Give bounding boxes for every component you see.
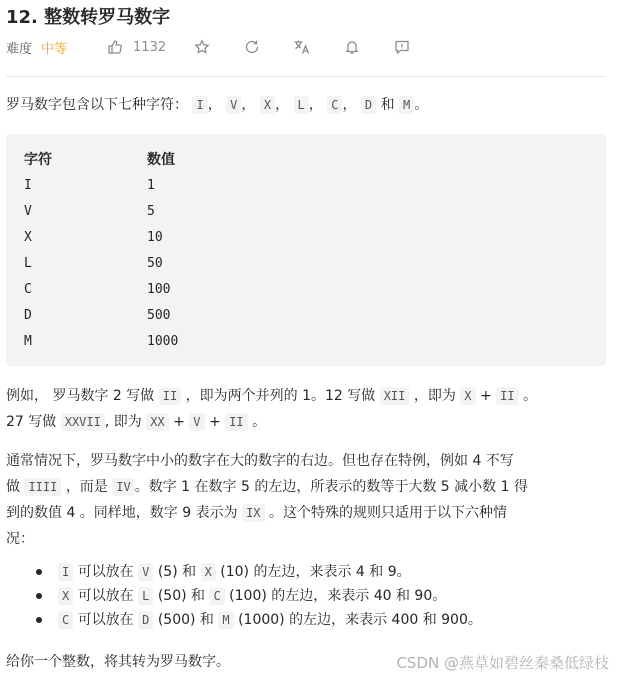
table-row [24,276,178,302]
table-row [24,198,178,224]
roman-code: XXVII [61,413,105,431]
table-row [24,302,178,328]
table-cell-value: 1 [147,177,155,193]
bullet-dot [36,569,42,575]
bell-icon[interactable] [342,37,362,57]
symbol-code: D [361,96,376,114]
table-cell-symbol: C [24,281,32,297]
roman-code: II [159,387,181,405]
rule-paragraph: 通常情况下，罗马数字中小的数字在大的数字的右边。但也存在特例，例如 4 不写 做 IIII ，而是 IV 。数字 1 在数字 5 的左边，所表示的数等于大数 5 减小数 1 得 到的数值 4 。同样地，数字 9 表示为 IX 。这个特殊的规则只适用于以下六种情 况： [6,453,528,547]
symbol-code: L [294,96,309,114]
like-count: 1132 [133,39,167,55]
share-icon[interactable] [242,37,262,57]
table-header-value: 数值 [147,152,175,168]
table-cell-value: 10 [147,229,163,245]
table-cell-value: 100 [147,281,171,297]
task-paragraph: 给你一个整数，将其转为罗马数字。 [6,654,230,670]
roman-code: IX [242,504,264,522]
roman-code: X [460,387,475,405]
roman-code: II [496,387,518,405]
difficulty-value: 中等 [41,41,68,57]
problem-meta-bar [6,36,412,58]
table-cell-symbol: X [24,229,32,245]
table-header-row [24,146,178,172]
bullet-dot [36,617,42,623]
table-cell-symbol: D [24,307,32,323]
symbol-code: V [226,96,241,114]
example-paragraph: 例如， 罗马数字 2 写做 II ，即为两个并列的 1。12 写做 XII ，即为 X + II 。 27 写做 XXVII , 即为 XX + V + II 。 [6,388,538,430]
star-icon[interactable] [192,37,212,57]
table-row [24,224,178,250]
table-row [24,250,178,276]
symbol-code: C [327,96,342,114]
roman-code: IIII [24,478,61,496]
table-cell-symbol: V [24,203,32,219]
thumbs-up-icon[interactable] [105,37,125,57]
intro-paragraph: 罗马数字包含以下七种字符： I ， V ， X ， L ， C ， D 和 M 。 [6,97,429,113]
translate-icon[interactable] [292,37,312,57]
table-cell-symbol: L [24,255,32,271]
symbol-value-table [24,146,178,354]
roman-code: II [225,413,247,431]
symbol-value-table-block [6,134,606,366]
difficulty-label: 难度 [6,41,33,57]
table-header-symbol: 字符 [24,152,52,168]
roman-code: XII [380,387,410,405]
bullet-dot [36,593,42,599]
problem-title: 12. 整数转罗马数字 [6,7,171,28]
roman-code: XX [146,413,168,431]
csdn-watermark: CSDN @燕草如碧丝秦桑低绿枝 [396,654,609,672]
table-cell-value: 500 [147,307,171,323]
table-cell-value: 1000 [147,333,179,349]
roman-code: V [189,413,204,431]
symbol-code: I [192,96,207,114]
roman-code: IV [112,478,134,496]
feedback-icon[interactable] [392,37,412,57]
symbol-code: X [260,96,275,114]
table-cell-symbol: I [24,177,32,193]
table-row [24,328,178,354]
divider [6,76,606,77]
table-cell-value: 5 [147,203,155,219]
table-row [24,172,178,198]
table-cell-symbol: M [24,333,32,349]
symbol-code: M [399,96,414,114]
table-cell-value: 50 [147,255,163,271]
